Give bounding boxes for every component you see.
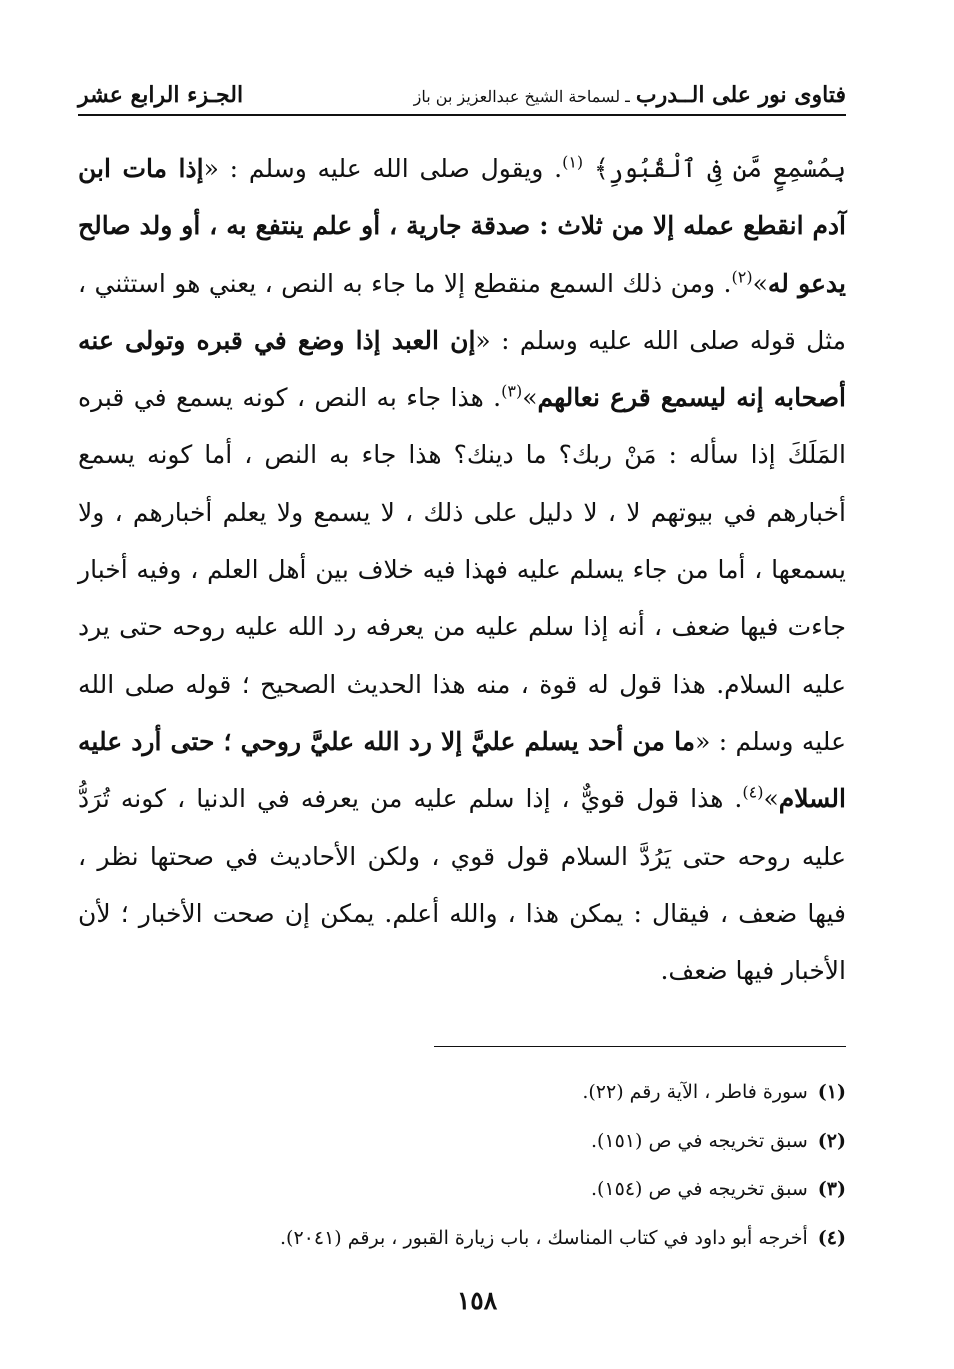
fatwa-paragraph bbox=[78, 140, 846, 999]
page-number: ١٥٨ bbox=[456, 1286, 498, 1315]
series-title: فتاوى نور على الــدرب bbox=[635, 82, 846, 108]
text-segment: . هذا قول قويٌّ ، إذا سلم عليه من يعرفه في الدنيا ، كونه تُرَدُّ عليه روحه حتى يَرُدَّ السلام قول قوي ، ولكن الأحاديث في صحتها نظر ، فيها ضعف ، فيقال : يمكن هذا ، والله أعلم. يمكن إن صحت الأخبار ؛ لأن الأخبار فيها ضعف. bbox=[78, 784, 846, 986]
footnote-item bbox=[78, 1165, 846, 1214]
footnote-text: سبق تخريجه في ص (١٥٤). bbox=[590, 1178, 808, 1200]
text-segment: . ومن ذلك السمع منقطع إلا ما جاء به النص ، يعني هو استثني ، مثل قوله صلى الله عليه وسلم : « bbox=[78, 268, 847, 355]
footnote-text: سورة فاطر ، الآية رقم (٢٢). bbox=[582, 1081, 808, 1103]
footnote-ref-4: (٤) bbox=[742, 782, 764, 802]
hadith-quote-1: إذا مات ابن آدم انقطع عمله إلا من ثلاث : صدقة جارية ، أو علم ينتفع به ، أو ولد صالح يدعو له bbox=[78, 154, 846, 298]
quote-close: » bbox=[752, 268, 768, 298]
quote-close: » bbox=[522, 383, 538, 413]
footnote-number: (١) bbox=[817, 1081, 846, 1103]
footnote-number: (٣) bbox=[817, 1178, 846, 1200]
footnote-separator bbox=[434, 1046, 846, 1047]
footnote-text: أخرجه أبو داود في كتاب المناسك ، باب زيارة القبور ، برقم (٢٠٤١). bbox=[280, 1226, 808, 1249]
hadith-quote-3: ما من أحد يسلم عليَّ إلا رد الله عليَّ روحي ؛ حتى أرد عليه السلام bbox=[78, 726, 846, 814]
author-line: ـ لسماحة الشيخ عبدالعزيز بن باز bbox=[413, 87, 630, 106]
quran-verse: بِمُسْمِعٍ مَّن فِى ٱلْقُبُورِ﴾ bbox=[593, 154, 846, 183]
footnote-text: سبق تخريجه في ص (١٥١). bbox=[590, 1129, 808, 1152]
footnote-ref-1: (١) bbox=[562, 152, 584, 172]
footnotes bbox=[78, 1068, 846, 1262]
running-header bbox=[78, 82, 846, 116]
footnote-ref-2: (٢) bbox=[731, 267, 753, 287]
main-text bbox=[78, 140, 846, 999]
text-segment: . هذا جاء به النص ، كونه يسمع في قبره المَلَكَ إذا سأله : مَنْ ربك؟ ما دينك؟ هذا جاء به النص ، أما كونه يسمع أخبارهم في بيوتهم لا ، لا دليل على ذلك ، لا يسمع ولا يعلم أخبارهم ، ولا يسمعها ، أما من جاء يسلم عليه فهذا فيه خلاف بين أهل العلم ، وفيه أخبار جاءت فيها ضعف ، أنه إذا سلم عليه من يعرفه رد الله عليه روحه حتى يرد عليه السلام. هذا قول له قوة ، منه هذا الحديث الصحيح ؛ قوله صلى الله عليه وسلم : « bbox=[78, 383, 846, 756]
volume-title: الجـزء الرابع عشر bbox=[78, 82, 244, 108]
footnote-ref-3: (٣) bbox=[501, 381, 523, 401]
footnote-item bbox=[78, 1214, 846, 1263]
footnote-item bbox=[78, 1117, 846, 1166]
text-segment: . ويقول صلى الله عليه وسلم : « bbox=[203, 154, 563, 183]
hadith-quote-2: إن العبد إذا وضع في قبره وتولى عنه أصحابه إنه ليسمع قرع نعالهم bbox=[78, 325, 846, 413]
footnote-item bbox=[78, 1068, 846, 1117]
footnote-number: (٤) bbox=[817, 1226, 846, 1249]
footnote-number: (٢) bbox=[817, 1129, 846, 1152]
quote-close: » bbox=[763, 784, 779, 814]
